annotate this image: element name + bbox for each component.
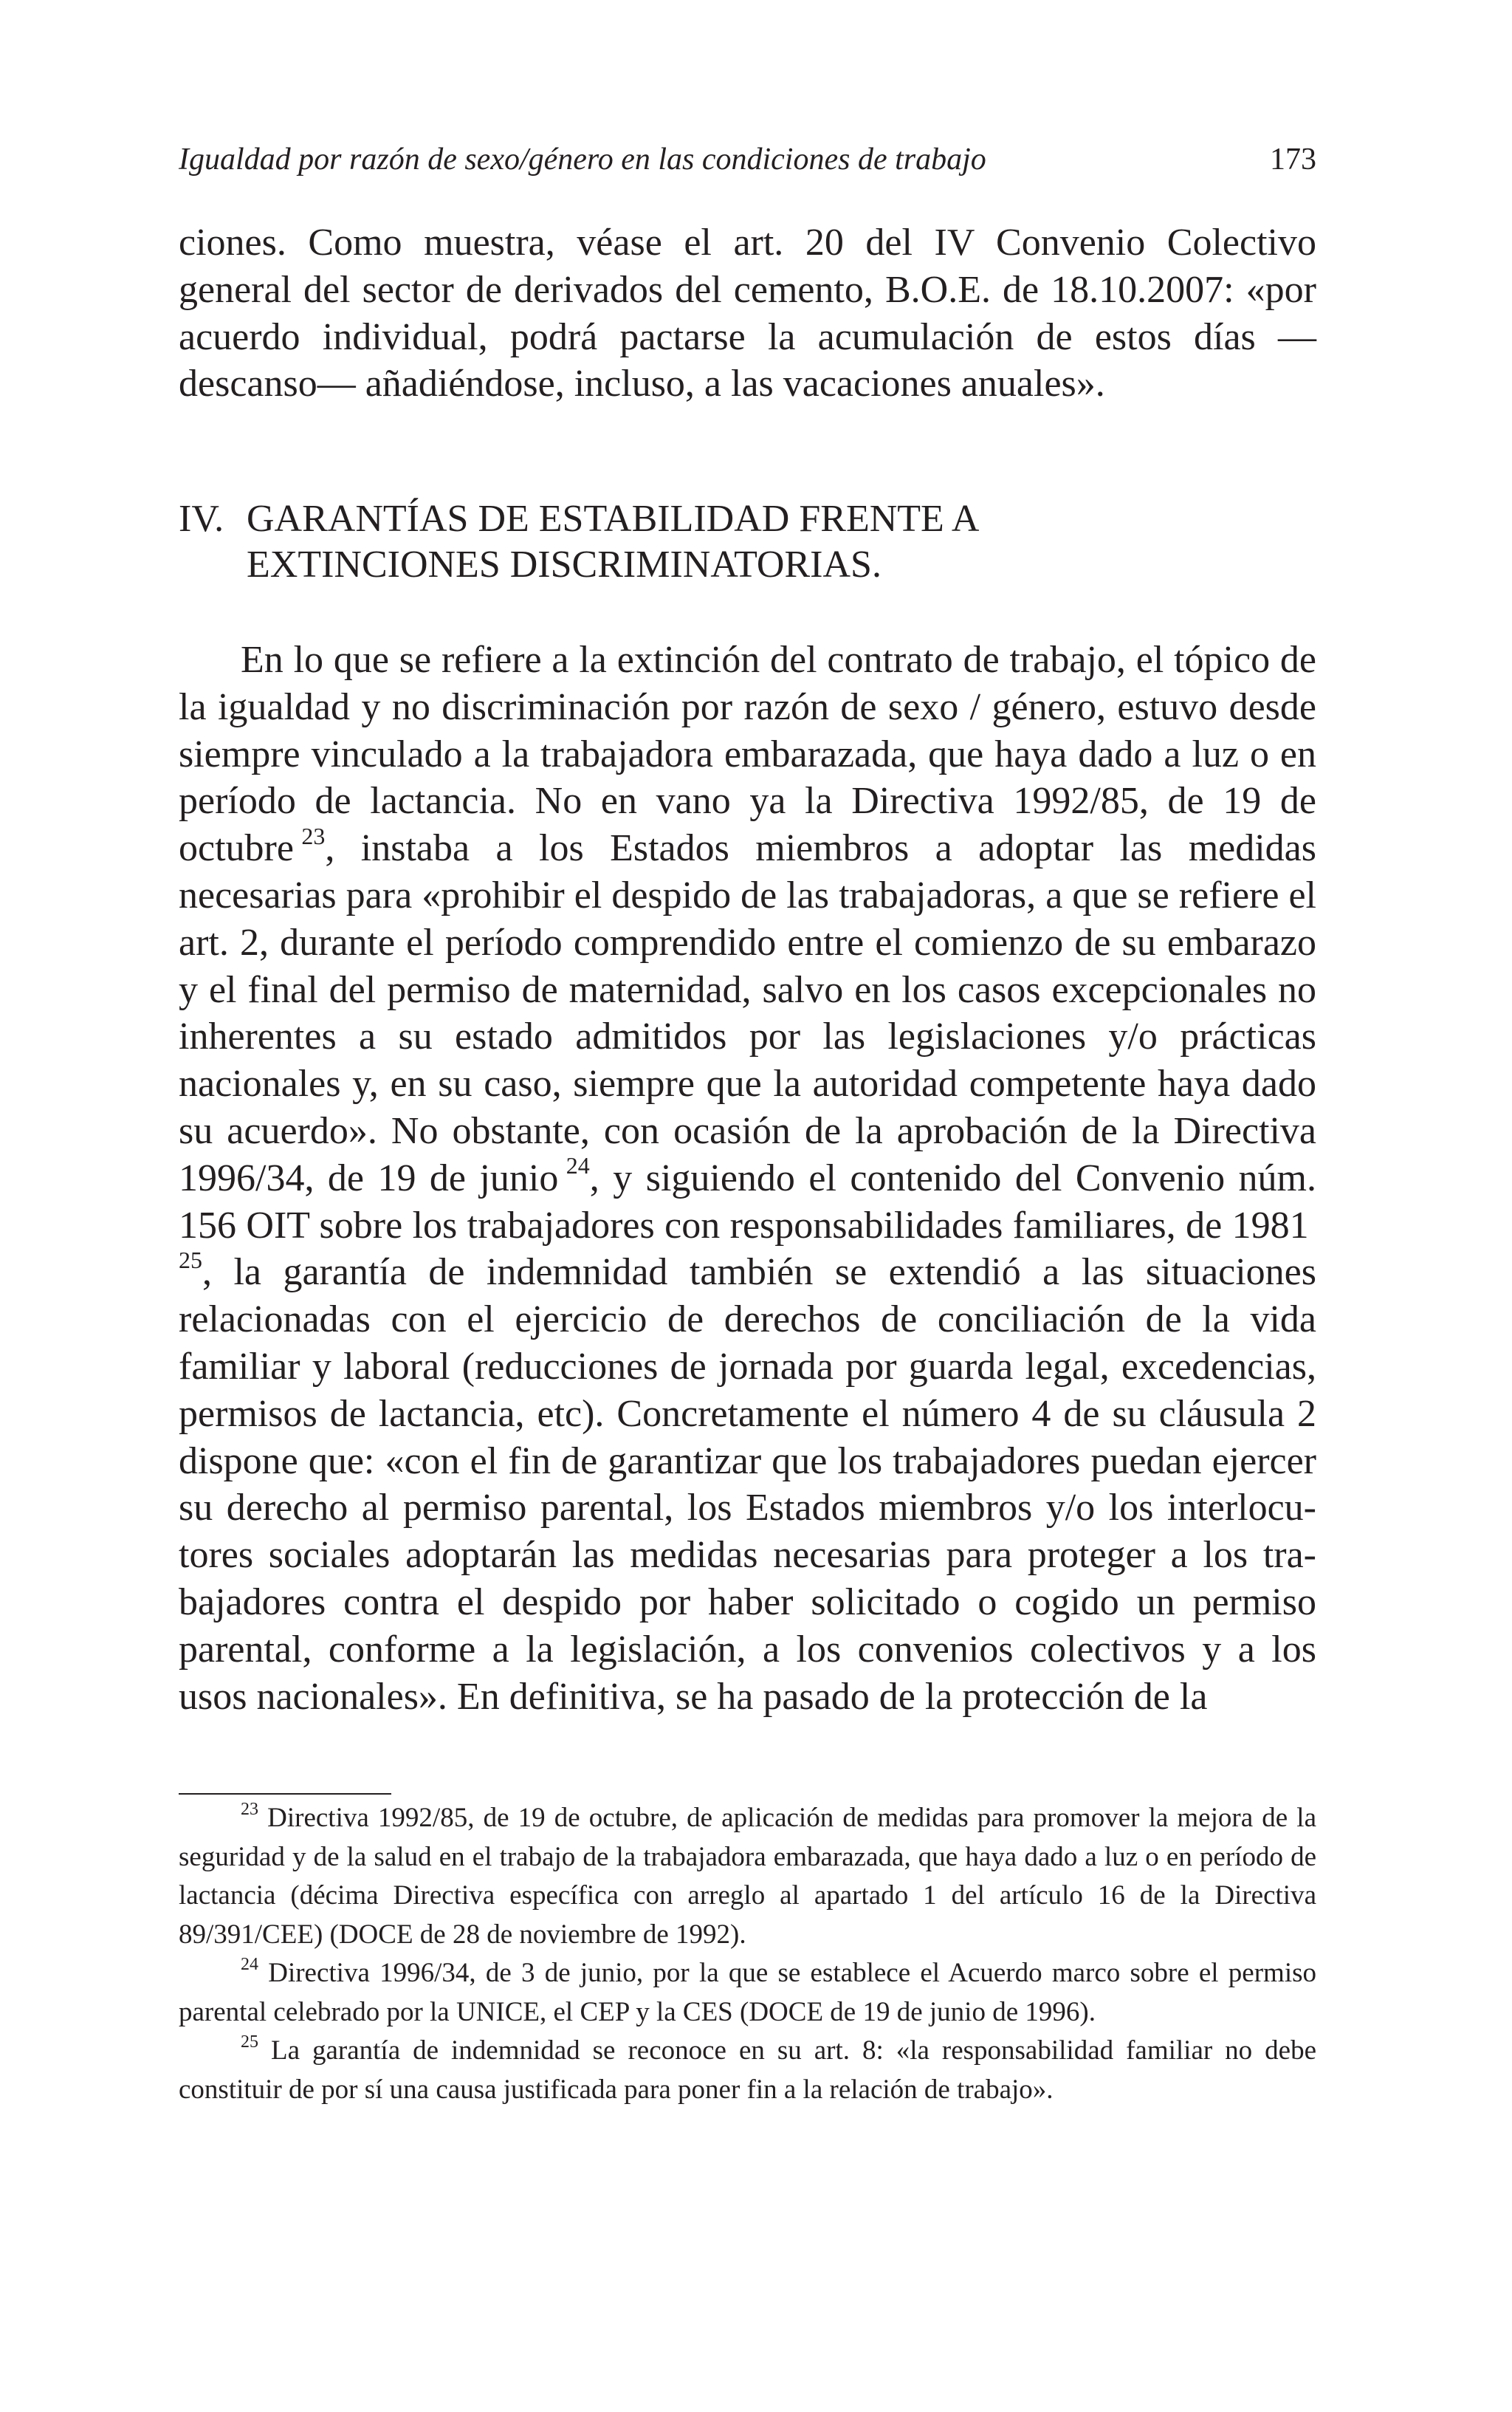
footnote-text: La garantía de indemnidad se reconoce en su art. 8: «la responsabilidad familiar no debe constituir de por sí una causa justificada para poner fin a la relación de trabajo». bbox=[179, 2035, 1316, 2105]
footnotes bbox=[179, 1799, 1316, 2109]
continuation-paragraph-block bbox=[179, 219, 1316, 408]
page-number: 173 bbox=[1270, 143, 1316, 177]
footnote-text: Directiva 1996/34, de 3 de junio, por la que se establece el Acuerdo marco sobre el permiso parental celebrado por la UNICE, el CEP y la CES (DOCE de 19 de junio de 1996). bbox=[179, 1958, 1317, 2027]
footnote-number: 23 bbox=[241, 1799, 258, 1819]
main-paragraph-part-2: , instaba a los Estados miembros a adoptar las medidas necesarias para «prohibir el despido de las trabajadoras, a que se refiere el art. 2, durante el período comprendido entre el comienzo de su embarazo y el final del permiso de maternidad, salvo en los casos excepcionales no inherentes a su estado admitidos por las legislaciones y/o prácticas nacionales y, en su caso, siempre que la autoridad competente haya dado su acuerdo». No obstante, con ocasión de la aprobación de la Directiva 1996/34, de 19 de junio bbox=[179, 827, 1316, 1199]
main-paragraph-part-3: , y siguiendo el contenido del Convenio núm. 156 OIT sobre los trabajadores con responsabilidades familiares, de 1981 bbox=[179, 1157, 1316, 1247]
book-page bbox=[179, 0, 1316, 2412]
section-number: IV. bbox=[179, 498, 224, 540]
footnote-number: 25 bbox=[241, 2032, 258, 2052]
running-title: Igualdad por razón de sexo/género en las condiciones de trabajo bbox=[179, 143, 986, 177]
main-paragraph-block bbox=[179, 637, 1316, 1720]
main-paragraph bbox=[179, 637, 1316, 1720]
footnote-ref-23: 23 bbox=[301, 822, 326, 849]
section-title-line-1: GARANTÍAS DE ESTABILIDAD FRENTE A bbox=[247, 498, 980, 540]
footnote-text: Directiva 1992/85, de 19 de octubre, de aplicación de medidas para promover la mejora de la seguridad y de la salud en el trabajo de la trabajadora embarazada, que haya dado a luz o en período de lactancia (décima Directiva específica con arreglo al apartado 1 del artículo 16 de la Directiva 89/391/CEE) (DOCE de 28 de noviembre de 1992). bbox=[179, 1803, 1317, 1950]
section-title bbox=[247, 496, 1206, 588]
footnote-ref-24: 24 bbox=[566, 1152, 590, 1179]
main-paragraph-part-4: , la garantía de indemnidad también se extendió a las situaciones relacionadas con el ejercicio de derechos de conciliación de la vida familiar y laboral (reducciones de jornada por guarda legal, excedencias, permisos de lactancia, etc). Concretamente el número 4 de su cláusula 2 dispone que: «con el fin de garantizar que los trabajadores puedan ejercer su derecho al permiso parental, los Estados miembros y/o los interlocutores sociales adoptarán las medidas necesarias para proteger a los trabajadores contra el despido por haber solicitado o cogido un permiso parental, conforme a la legislación, a los convenios colectivos y a los usos nacionales». En definitiva, se ha pasado de la protección de la bbox=[179, 1251, 1316, 1718]
continuation-paragraph: ciones. Como muestra, véase el art. 20 del IV Convenio Colectivo general del sector de derivados del cemento, B.O.E. de 18.10.2007: «por acuerdo individual, podrá pactarse la acumulación de estos días —descanso— añadiéndose, incluso, a las vacaciones anuales». bbox=[179, 222, 1316, 405]
footnote-24 bbox=[179, 1954, 1316, 2032]
footnote-23 bbox=[179, 1799, 1316, 1954]
main-paragraph-part-1: En lo que se refiere a la extinción del contrato de trabajo, el tópico de la igualdad y no discriminación por razón de sexo / género, estuvo desde siempre vinculado a la trabajadora embarazada, que haya dado a luz o en período de lactancia. No en vano ya la Directiva 1992/85, de 19 de octubre bbox=[179, 639, 1316, 870]
footnote-ref-25: 25 bbox=[179, 1247, 202, 1274]
footnote-number: 24 bbox=[241, 1954, 258, 1974]
footnote-separator bbox=[179, 1793, 391, 1795]
section-title-line-2: EXTINCIONES DISCRIMINATORIAS. bbox=[247, 544, 882, 586]
footnote-25 bbox=[179, 2032, 1316, 2109]
running-header bbox=[179, 137, 1316, 182]
